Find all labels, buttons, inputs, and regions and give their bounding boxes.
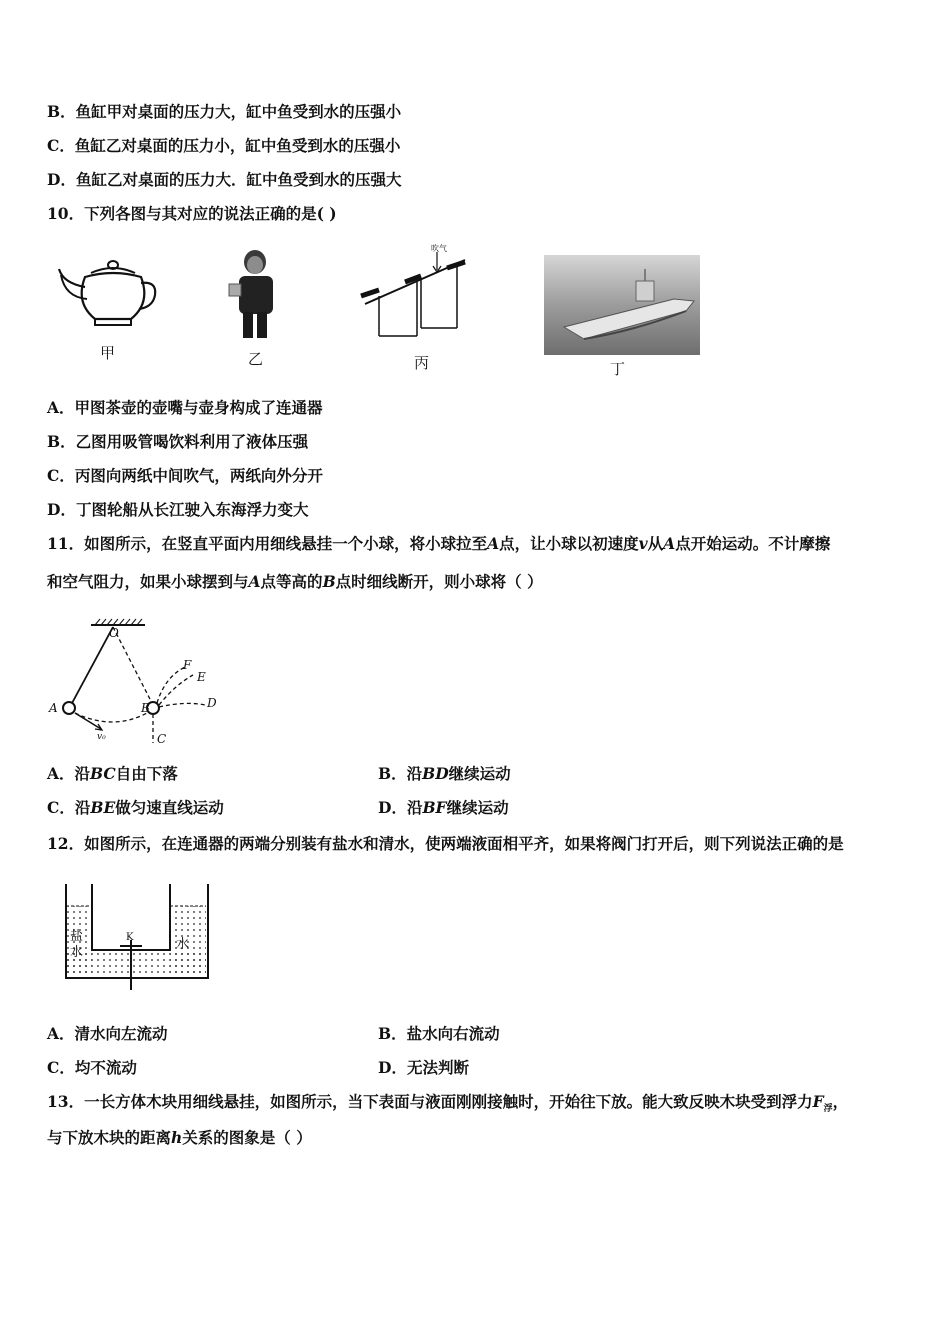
label-salt-1: 盐 [70, 929, 84, 944]
q10-option-a: A．甲图茶壶的壶嘴与壶身构成了连通器 [47, 398, 323, 417]
label-water: 水 [176, 937, 190, 952]
q11-stem-line1: 11．如图所示，在竖直平面内用细线悬挂一个小球，将小球拉至A点，让小球以初速度v从A点开始运动。不计摩擦 [47, 534, 831, 553]
q11-stem-line2: 和空气阻力，如果小球摆到与A点等高的B点时细线断开，则小球将（ ） [47, 572, 543, 591]
q11-option-b: B．沿BD继续运动 [378, 764, 511, 783]
teapot-figure [55, 255, 160, 335]
blow-label: 吹气 [431, 244, 447, 253]
boy-drinking-figure [225, 248, 285, 340]
q10-option-d: D．丁图轮船从长江驶入东海浮力变大 [47, 500, 309, 519]
q11-option-a: A．沿BC自由下落 [47, 764, 178, 783]
label-v0: v₀ [97, 732, 106, 742]
label-valve-k: K [126, 932, 134, 943]
q13-stem-line1: 13．一长方体木块用细线悬挂，如图所示，当下表面与液面刚刚接触时，开始往下放。能大致反映木块受到浮力$F_浮$， [47, 1092, 849, 1115]
q10-option-b: B．乙图用吸管喝饮料利用了液体压强 [47, 432, 309, 451]
caption-ding: 丁 [610, 360, 626, 378]
two-papers-figure [355, 242, 470, 342]
q9-option-b: B．鱼缸甲对桌面的压力大，缸中鱼受到水的压强小 [47, 102, 402, 121]
caption-yi: 乙 [248, 350, 264, 368]
label-c: C [157, 732, 167, 746]
q12-stem: 12．如图所示，在连通器的两端分别装有盐水和清水，使两端液面相平齐，如果将阀门打开后，则下列说法正确的是 [47, 834, 844, 853]
connected-vessel-figure [60, 880, 215, 995]
q12-option-a: A．清水向左流动 [47, 1024, 168, 1043]
ship-photo-figure [544, 255, 700, 355]
q11-option-d: D．沿BF继续运动 [378, 798, 509, 817]
label-e: E [197, 670, 206, 684]
pendulum-figure [45, 615, 230, 750]
q10-stem: 10．下列各图与其对应的说法正确的是( ) [47, 204, 337, 223]
q10-option-c: C．丙图向两纸中间吹气，两纸向外分开 [47, 466, 323, 485]
label-f: F [183, 658, 192, 672]
label-a: A [49, 701, 58, 715]
q9-option-d: D．鱼缸乙对桌面的压力大．缸中鱼受到水的压强大 [47, 170, 402, 189]
q12-option-b: B．盐水向右流动 [378, 1024, 500, 1043]
q9-option-c: C．鱼缸乙对桌面的压力小，缸中鱼受到水的压强小 [47, 136, 401, 155]
q11-option-c: C．沿BE做匀速直线运动 [47, 798, 224, 817]
q12-option-d: D．无法判断 [378, 1058, 469, 1077]
caption-bing: 丙 [414, 354, 430, 372]
caption-jia: 甲 [100, 344, 116, 362]
label-b: B [141, 701, 150, 715]
q12-option-c: C．均不流动 [47, 1058, 137, 1077]
q13-stem-line2: 与下放木块的距离h关系的图象是（ ） [47, 1128, 312, 1147]
label-salt-2: 水 [70, 945, 84, 960]
label-d: D [207, 696, 217, 710]
label-o: O [109, 626, 119, 640]
